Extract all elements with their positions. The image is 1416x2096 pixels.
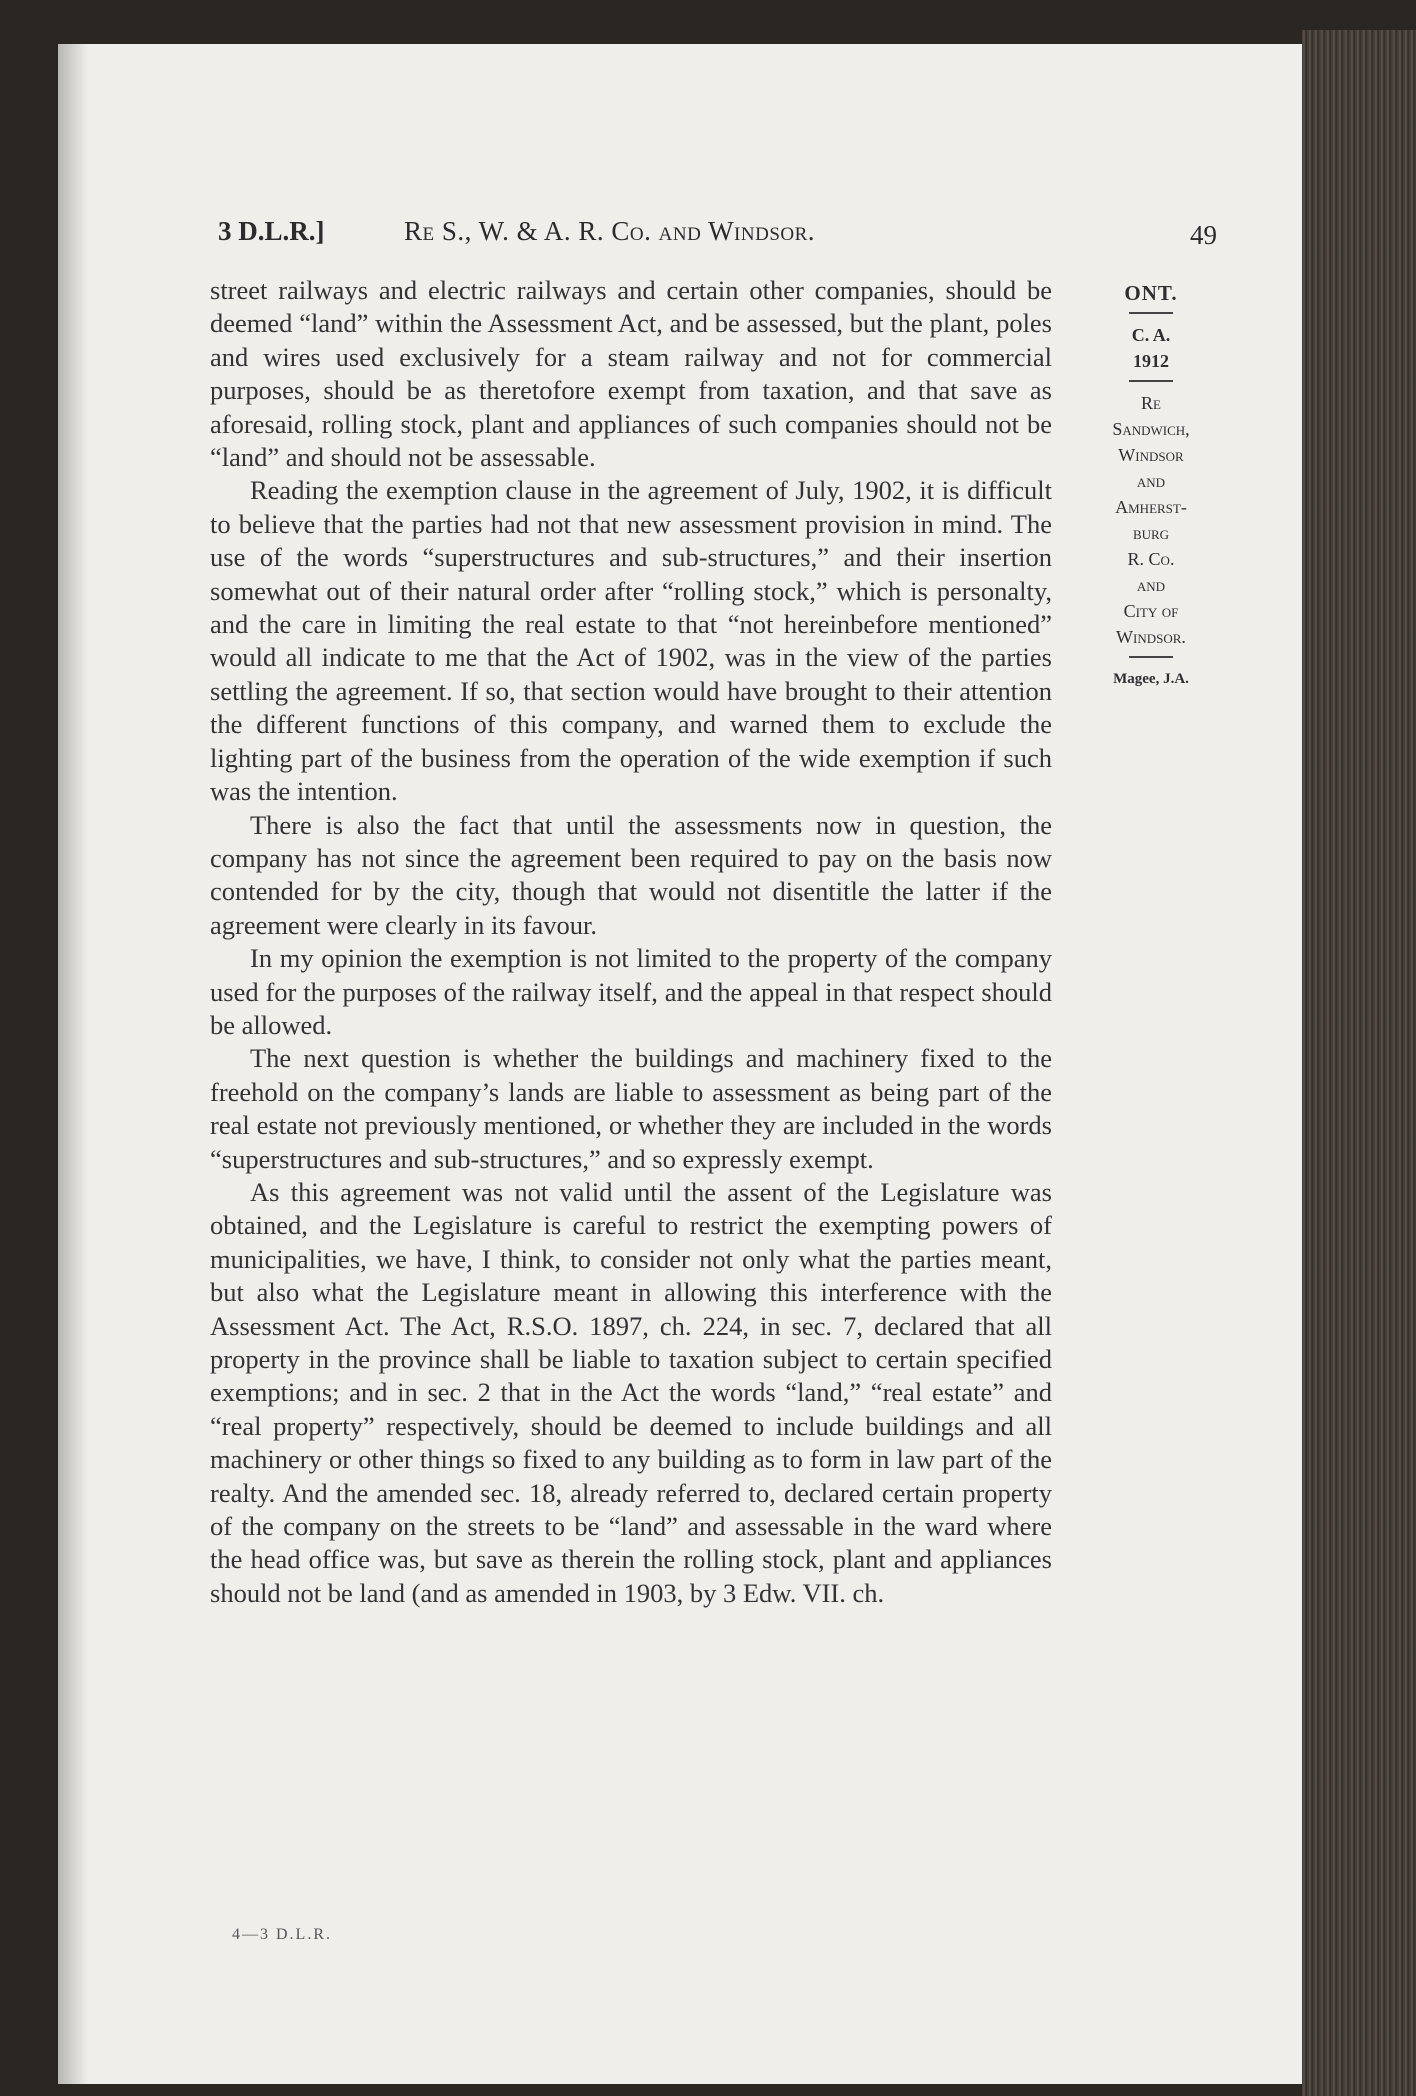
divider <box>1129 656 1173 658</box>
province-label: ONT. <box>1124 281 1178 305</box>
case-title: Re S., W. & A. R. Co. and Windsor. <box>404 216 816 246</box>
divider <box>1129 312 1173 314</box>
paragraph: street railways and electric railways and certain other companies, should be deemed “land” within the Assessment Act, and be assessed, but the plant, poles and wires used exclusively for a steam railway and not for commercial purposes, should be as theretofore exempt from taxation, and that save as aforesaid, rolling stock, plant and appliances of such companies should not be “land” and should not be assessable. <box>210 275 1052 473</box>
case-line: City of <box>1123 601 1179 621</box>
case-line: burg <box>1132 523 1170 543</box>
case-line: Windsor <box>1118 445 1184 465</box>
signature-mark: 4—3 D.L.R. <box>232 1926 332 1943</box>
paragraph: There is also the fact that until the assessments now in question, the company has not since the agreement been required to pay on the basis now contended for by the city, though that would not disentitle the latter if the agreement were clearly in its favour. <box>210 809 1052 940</box>
case-line: Windsor. <box>1116 627 1186 647</box>
paragraph: Reading the exemption clause in the agreement of July, 1902, it is difficult to believe that the parties had not that new assessment provision in mind. The use of the words “superstructures and sub-structures,” and their insertion somewhat out of their natural order after “rolling stock,” which is personalty, and the care in limiting the real estate to that “not hereinbefore mentioned” would all indicate to me that the Act of 1902, was in the view of the parties settling the agreement. If so, that section would have brought to their attention the different functions of this company, and warned them to exclude the lighting part of the business from the operation of the wide exemption if such was the intention. <box>210 475 1052 807</box>
running-header <box>218 216 1218 256</box>
case-line: Amherst- <box>1115 497 1187 517</box>
body-text <box>210 274 1052 1610</box>
case-name <box>1086 390 1216 650</box>
case-line: and <box>1136 575 1166 595</box>
case-line: and <box>1136 471 1166 491</box>
case-line: Re <box>1141 393 1161 413</box>
page-number: 49 <box>1190 220 1217 250</box>
judge-name: Magee, J.A. <box>1113 671 1189 687</box>
case-line: R. Co. <box>1127 549 1175 569</box>
paragraph: The next question is whether the buildings and machinery fixed to the freehold on the company’s lands are liable to assessment as being part of the real estate not previously mentioned, or whether they are included in the words “superstructures and sub-structures,” and so expressly exempt. <box>210 1043 1052 1174</box>
paragraph: As this agreement was not valid until the assent of the Legislature was obtained, and the Legislature is careful to restrict the exempting powers of municipalities, we have, I think, to consider not only what the parties meant, but also what the Legislature meant in allowing this interference with the Assessment Act. The Act, R.S.O. 1897, ch. 224, in sec. 7, declared that all property in the province shall be liable to taxation subject to certain specified exemptions; and in sec. 2 that in the Act the words “land,” “real estate” and “real property” respectively, should be deemed to include buildings and all machinery or other things so fixed to any building as to form in law part of the realty. And the amended sec. 18, already referred to, declared certain property of the company on the streets to be “land” and assessable in the ward where the head office was, but save as therein the rolling stock, plant and appliances should not be land (and as amended in 1903, by 3 Edw. VII. ch. <box>210 1176 1052 1608</box>
volume-reference: 3 D.L.R.] <box>218 216 325 246</box>
year-label: 1912 <box>1133 351 1169 371</box>
court-label: C. A. <box>1131 325 1171 345</box>
case-line: Sandwich, <box>1112 419 1190 439</box>
page-edges <box>1302 30 1416 2096</box>
divider <box>1129 380 1173 382</box>
margin-note <box>1086 280 1216 692</box>
spine-shadow <box>58 44 88 2084</box>
paragraph: In my opinion the exemption is not limited to the property of the company used for the purposes of the railway itself, and the appeal in that respect should be allowed. <box>210 943 1052 1040</box>
